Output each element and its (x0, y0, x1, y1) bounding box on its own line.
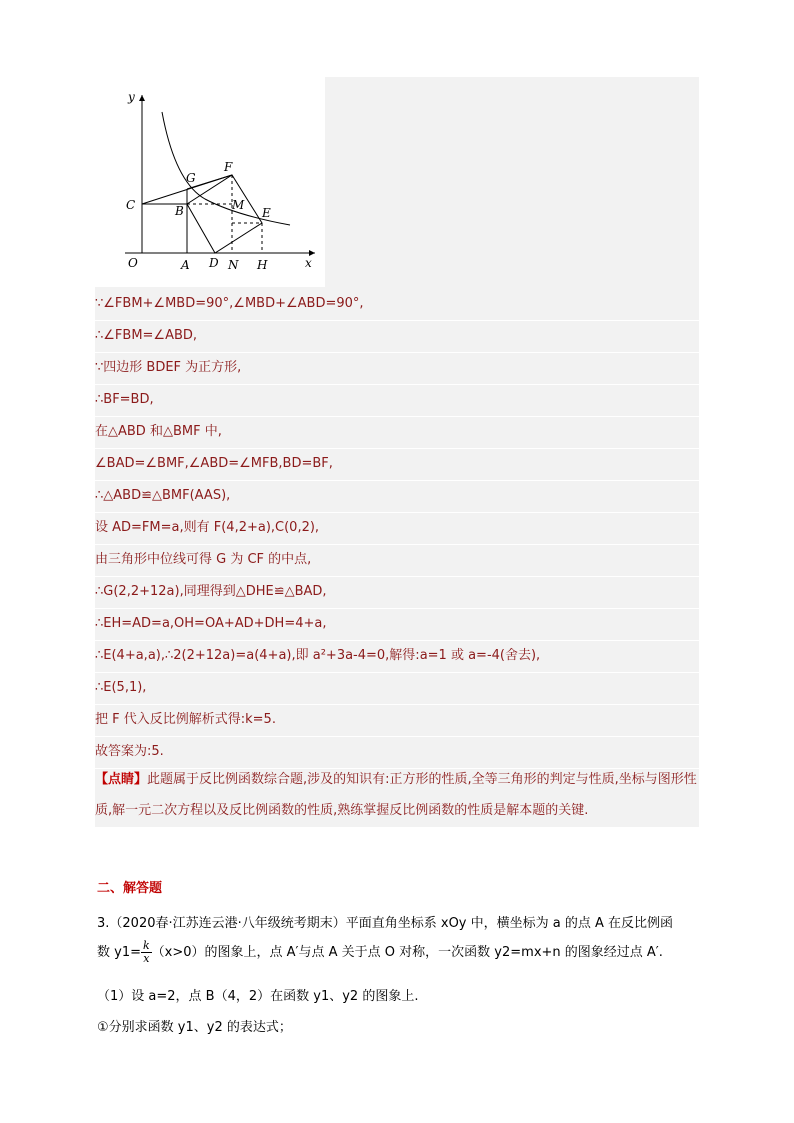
solution-line: ∴E(4+a,a),∴2(2+12a)=a(4+a),即 a²+3a-4=0,解得:a=1 或 a=-4(舍去), (95, 640, 699, 673)
question-line-1: 3.（2020春·江苏连云港·八年级统考期末）平面直角坐标系 xOy 中，横坐标为 a 的点 A 在反比例函 (97, 916, 674, 931)
solution-line: ∴△ABD≌△BMF(AAS), (95, 480, 699, 513)
solution-line: 设 AD=FM=a,则有 F(4,2+a),C(0,2), (95, 512, 699, 545)
label-F: F (224, 160, 233, 174)
solution-line: 把 F 代入反比例解析式得:k=5. (95, 704, 699, 737)
figure-svg (95, 77, 325, 287)
label-B: B (175, 204, 184, 218)
label-G: G (186, 171, 196, 185)
comment-block (95, 764, 699, 826)
solution-line: ∵∠FBM+∠MBD=90°,∠MBD+∠ABD=90°, (95, 288, 699, 321)
question-line-2-prefix: 数 y1= (97, 945, 141, 960)
solution-line: ∵四边形 BDEF 为正方形, (95, 352, 699, 385)
comment-text: 此题属于反比例函数综合题,涉及的知识有:正方形的性质,全等三角形的判定与性质,坐标与图形性质,解一元二次方程以及反比例函数的性质,熟练掌握反比例函数的性质是解本题的关键. (95, 772, 697, 818)
question-line-4: ①分别求函数 y1、y2 的表达式； (97, 1020, 292, 1035)
solution-line: ∴BF=BD, (95, 384, 699, 417)
square-BDEF (187, 175, 262, 253)
solution-line: 在△ABD 和△BMF 中, (95, 416, 699, 449)
fraction-denominator: x (143, 952, 150, 965)
solution-line: ∴E(5,1), (95, 672, 699, 705)
question-line-2 (97, 940, 663, 965)
fraction-k-over-x (141, 940, 152, 965)
label-E: E (262, 206, 271, 220)
label-A: A (181, 258, 190, 272)
solution-line: 故答案为:5. (95, 736, 699, 769)
solution-line: ∴∠FBM=∠ABD, (95, 320, 699, 353)
fraction-numerator: k (143, 939, 150, 952)
geometry-figure (95, 77, 325, 287)
label-D: D (209, 256, 219, 270)
label-x: x (305, 256, 312, 270)
comment-tag: 【点睛】 (95, 772, 148, 787)
solution-line: ∠BAD=∠BMF,∠ABD=∠MFB,BD=BF, (95, 448, 699, 481)
solution-block (95, 77, 699, 827)
solution-line: ∴EH=AD=a,OH=OA+AD+DH=4+a, (95, 608, 699, 641)
label-N: N (228, 258, 239, 272)
label-y: y (128, 90, 135, 104)
question-line-2-suffix: （x>0）的图象上，点 A′与点 A 关于点 O 对称，一次函数 y2=mx+n 的图象经过点 A′. (151, 945, 663, 960)
solution-line: 由三角形中位线可得 G 为 CF 的中点, (95, 544, 699, 577)
label-M: M (232, 198, 245, 212)
solution-line: ∴G(2,2+12a),同理得到△DHE≌△BAD, (95, 576, 699, 609)
section-title: 二、解答题 (97, 881, 163, 896)
label-O: O (128, 256, 138, 270)
label-C: C (126, 198, 136, 212)
label-H: H (257, 258, 268, 272)
question-line-3: （1）设 a=2，点 B（4，2）在函数 y1、y2 的图象上. (97, 989, 419, 1004)
